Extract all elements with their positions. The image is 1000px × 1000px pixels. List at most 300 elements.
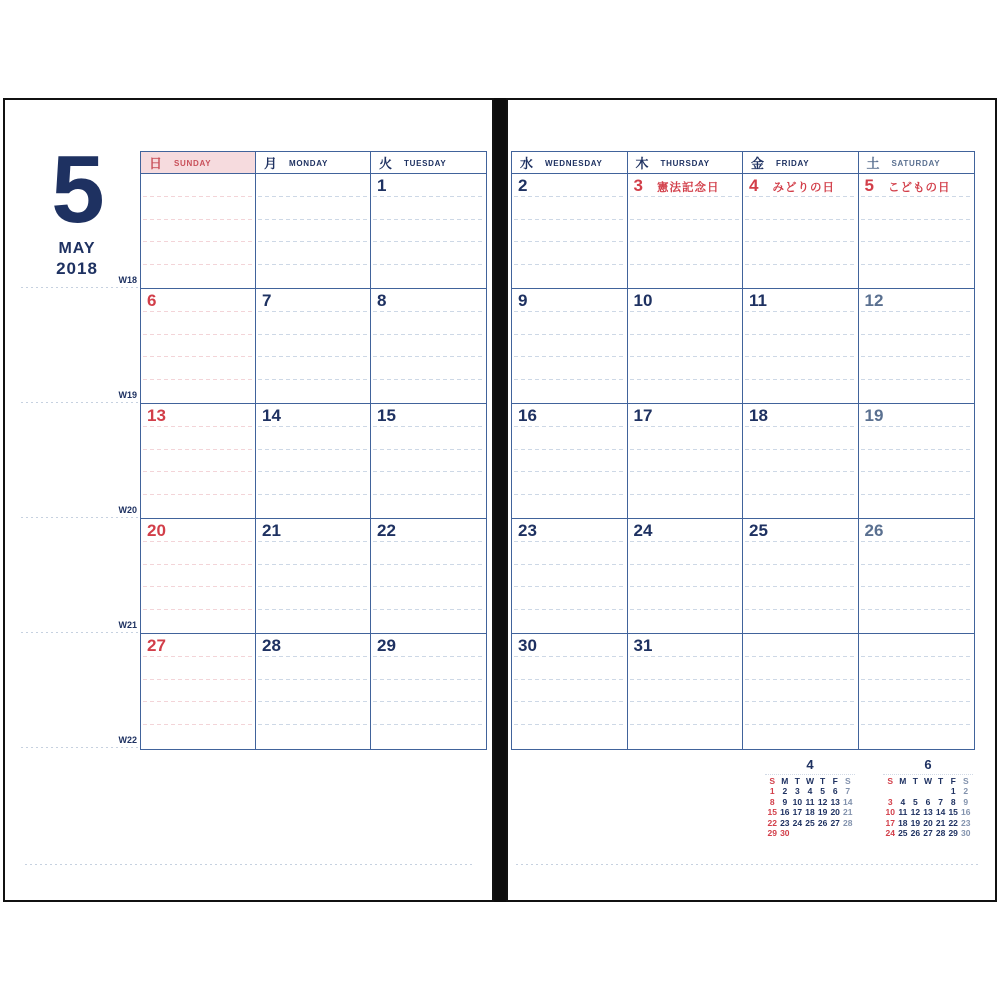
calendar-cell	[628, 519, 744, 634]
date-line	[743, 174, 858, 196]
ruled-line	[258, 609, 368, 610]
mini-date: 17	[792, 807, 803, 818]
ruled-line	[630, 449, 741, 450]
date-number: 13	[147, 406, 166, 425]
date-line	[859, 404, 975, 426]
ruled-line	[373, 356, 484, 357]
ruled-line	[143, 586, 253, 587]
mini-date: 28	[935, 827, 946, 838]
day-english: MONDAY	[289, 158, 329, 168]
ruled-line	[258, 724, 368, 725]
date-line	[859, 289, 975, 311]
ruled-line	[373, 426, 484, 427]
mini-calendar-title: 4	[765, 758, 855, 775]
mini-date: 21	[843, 807, 853, 818]
ruled-line	[630, 196, 741, 197]
calendar-cell	[371, 174, 486, 289]
week-margin-line	[21, 632, 140, 633]
date-number: 6	[147, 291, 157, 310]
mini-calendar	[883, 758, 973, 838]
ruled-line	[514, 656, 625, 657]
ruled-line	[258, 449, 368, 450]
mini-date: 1	[950, 786, 956, 797]
week-margin-line	[21, 287, 140, 288]
ruled-line	[861, 679, 973, 680]
mini-day-letter: W	[805, 776, 815, 786]
ruled-line	[258, 471, 368, 472]
ruled-line	[745, 679, 856, 680]
ruled-line	[861, 379, 973, 380]
ruled-line	[143, 449, 253, 450]
calendar-cell	[628, 174, 744, 289]
ruled-line	[745, 449, 856, 450]
date-line	[256, 289, 370, 311]
month-name: MAY	[58, 240, 96, 257]
calendar-cell	[141, 519, 256, 634]
day-header-wednesday	[512, 152, 628, 173]
date-number: 17	[633, 406, 653, 425]
mini-calendar-title: 6	[883, 758, 973, 775]
calendar-cell	[256, 289, 371, 404]
mini-day-letter: T	[937, 776, 944, 786]
ruled-line	[143, 379, 253, 380]
date-line	[512, 289, 627, 311]
ruled-line	[861, 356, 973, 357]
date-line	[628, 404, 743, 426]
mini-date	[897, 786, 910, 796]
mini-calendar-grid	[765, 776, 855, 838]
date-line	[743, 519, 858, 541]
ruled-line	[373, 264, 484, 265]
week-row	[512, 634, 974, 749]
ruled-line	[745, 701, 856, 702]
date-number: 24	[633, 521, 653, 540]
ruled-line	[258, 334, 368, 335]
holiday-label: みどりの日	[772, 182, 835, 194]
week-margin-line	[21, 747, 140, 748]
date-number: 27	[147, 636, 166, 655]
ruled-line	[861, 264, 973, 265]
ruled-line	[373, 656, 484, 657]
mini-date: 24	[885, 827, 895, 838]
calendar-cell	[512, 634, 628, 749]
calendar-grid-right	[511, 151, 975, 750]
ruled-line	[143, 564, 253, 565]
ruled-line	[373, 196, 484, 197]
ruled-line	[514, 426, 625, 427]
calendar-cell	[859, 634, 975, 749]
ruled-line	[143, 471, 253, 472]
ruled-line	[745, 426, 856, 427]
ruled-line	[373, 219, 484, 220]
date-number: 3	[633, 176, 643, 195]
ruled-line	[630, 426, 741, 427]
day-english: TUESDAY	[404, 158, 447, 168]
ruled-line	[143, 334, 253, 335]
ruled-line	[514, 334, 625, 335]
date-line	[859, 174, 975, 196]
mini-date: 13	[830, 796, 840, 807]
date-line	[141, 519, 255, 541]
calendar-cell	[371, 289, 486, 404]
calendar-cell	[628, 634, 744, 749]
date-number: 4	[749, 176, 759, 195]
mini-date	[829, 828, 842, 838]
ruled-line	[745, 264, 856, 265]
date-number: 12	[864, 291, 884, 310]
calendar-cell	[743, 634, 859, 749]
date-line	[256, 404, 370, 426]
ruled-line	[514, 494, 625, 495]
mini-calendar-grid	[883, 776, 973, 838]
ruled-line	[630, 586, 741, 587]
calendar-grid-left	[140, 151, 487, 750]
ruled-line	[745, 564, 856, 565]
calendar-cell	[743, 404, 859, 519]
mini-date: 25	[898, 827, 908, 838]
ruled-line	[258, 241, 368, 242]
week-row	[141, 174, 486, 289]
date-number: 26	[864, 521, 884, 540]
calendar-cell	[371, 404, 486, 519]
date-number: 19	[864, 406, 884, 425]
date-number: 23	[518, 521, 537, 540]
date-line	[512, 634, 627, 656]
mini-date: 19	[817, 807, 828, 818]
ruled-line	[514, 541, 625, 542]
date-number: 29	[377, 636, 396, 655]
ruled-line	[745, 241, 856, 242]
ruled-line	[373, 701, 484, 702]
mini-date: 1	[769, 786, 775, 797]
ruled-line	[630, 701, 741, 702]
ruled-line	[258, 356, 368, 357]
ruled-line	[861, 609, 973, 610]
mini-date: 13	[923, 807, 933, 818]
ruled-line	[861, 219, 973, 220]
ruled-line	[861, 701, 973, 702]
mini-date: 16	[961, 807, 971, 818]
calendar-cell	[743, 289, 859, 404]
calendar-cell	[743, 174, 859, 289]
ruled-line	[258, 541, 368, 542]
day-header-row	[141, 152, 486, 174]
calendar-cell	[743, 519, 859, 634]
mini-date: 12	[910, 807, 921, 818]
ruled-line	[143, 724, 253, 725]
ruled-line	[630, 334, 741, 335]
date-number: 16	[518, 406, 537, 425]
mini-date: 8	[769, 796, 775, 807]
date-number: 1	[377, 176, 387, 195]
month-year: 2018	[56, 259, 98, 278]
date-number: 5	[864, 176, 874, 195]
ruled-line	[630, 379, 741, 380]
day-kanji: 月	[264, 156, 278, 171]
ruled-line	[514, 701, 625, 702]
ruled-line	[143, 241, 253, 242]
date-line	[743, 289, 858, 311]
ruled-line	[861, 471, 973, 472]
ruled-line	[514, 264, 625, 265]
ruled-line	[861, 541, 973, 542]
ruled-line	[745, 356, 856, 357]
mini-date: 4	[807, 786, 813, 797]
ruled-line	[745, 724, 856, 725]
ruled-line	[861, 494, 973, 495]
ruled-line	[630, 219, 741, 220]
day-header-friday	[743, 152, 859, 173]
calendar-cell	[512, 519, 628, 634]
ruled-line	[861, 564, 973, 565]
day-kanji: 水	[520, 156, 534, 171]
week-number-label: W18	[118, 275, 137, 285]
ruled-line	[745, 609, 856, 610]
date-number: 20	[147, 521, 166, 540]
mini-date: 30	[961, 827, 971, 838]
mini-date: 3	[887, 796, 893, 807]
ruled-line	[258, 379, 368, 380]
mini-date: 6	[832, 786, 838, 797]
date-number: 2	[518, 176, 528, 195]
mini-date: 29	[948, 827, 958, 838]
ruled-line	[373, 724, 484, 725]
date-line	[371, 519, 486, 541]
day-english: SATURDAY	[891, 158, 941, 168]
date-line	[628, 289, 743, 311]
date-number: 15	[377, 406, 396, 425]
mini-day-letter: W	[923, 776, 933, 786]
ruled-line	[861, 449, 973, 450]
ruled-line	[630, 656, 741, 657]
ruled-line	[373, 471, 484, 472]
calendar-cell	[859, 289, 975, 404]
ruled-line	[745, 219, 856, 220]
date-line	[256, 519, 370, 541]
mini-date	[934, 786, 947, 796]
ruled-line	[373, 564, 484, 565]
date-number: 10	[633, 291, 653, 310]
ruled-line	[258, 586, 368, 587]
week-row	[512, 519, 974, 634]
ruled-line	[258, 701, 368, 702]
mini-date	[909, 786, 922, 796]
week-row	[512, 174, 974, 289]
ruled-line	[630, 264, 741, 265]
week-margin-line	[21, 517, 140, 518]
mini-date: 25	[805, 817, 815, 828]
ruled-line	[258, 656, 368, 657]
ruled-line	[630, 609, 741, 610]
ruled-line	[630, 311, 741, 312]
mini-date: 15	[948, 807, 958, 818]
date-line	[141, 634, 255, 656]
mini-date: 18	[898, 817, 908, 828]
ruled-line	[143, 656, 253, 657]
calendar-cell	[256, 404, 371, 519]
ruled-line	[745, 541, 856, 542]
mini-date: 14	[935, 807, 946, 818]
ruled-line	[861, 656, 973, 657]
mini-date: 20	[830, 807, 840, 818]
date-line	[141, 404, 255, 426]
calendar-cell	[141, 634, 256, 749]
ruled-line	[514, 586, 625, 587]
mini-day-letter: S	[844, 776, 851, 786]
calendar-cell	[859, 174, 975, 289]
right-page	[506, 98, 997, 902]
mini-date: 10	[792, 796, 803, 807]
day-kanji: 木	[635, 156, 649, 171]
calendar-cell	[859, 519, 975, 634]
date-number: 28	[262, 636, 281, 655]
bottom-margin-line	[516, 864, 978, 865]
mini-date	[816, 828, 829, 838]
day-english: THURSDAY	[660, 158, 710, 168]
mini-calendar	[765, 758, 855, 838]
mini-day-letter: S	[962, 776, 969, 786]
mini-date	[884, 786, 897, 796]
left-page	[3, 98, 494, 902]
mini-date: 9	[963, 796, 969, 807]
mini-date: 2	[963, 786, 969, 797]
calendar-cell	[512, 404, 628, 519]
mini-date: 15	[767, 807, 777, 818]
week-number-label: W20	[118, 505, 137, 515]
ruled-line	[373, 379, 484, 380]
holiday-label: こどもの日	[887, 182, 951, 194]
ruled-line	[861, 724, 973, 725]
mini-date: 3	[795, 786, 800, 797]
ruled-line	[258, 426, 368, 427]
mini-date: 4	[900, 796, 906, 807]
ruled-line	[258, 494, 368, 495]
day-header-saturday	[859, 152, 975, 173]
date-number: 30	[518, 636, 537, 655]
week-number-label: W21	[118, 620, 137, 630]
mini-date: 10	[885, 807, 895, 818]
week-margin-line	[21, 402, 140, 403]
ruled-line	[373, 494, 484, 495]
day-header-sunday	[141, 152, 256, 173]
calendar-cell	[141, 289, 256, 404]
ruled-line	[373, 449, 484, 450]
mini-day-letter: F	[950, 776, 956, 786]
mini-date: 29	[767, 827, 777, 838]
mini-date	[791, 828, 804, 838]
date-line	[512, 404, 627, 426]
mini-day-letter: S	[769, 776, 776, 786]
ruled-line	[373, 241, 484, 242]
ruled-line	[373, 586, 484, 587]
mini-date: 21	[935, 817, 946, 828]
mini-date: 27	[923, 827, 933, 838]
ruled-line	[630, 564, 741, 565]
mini-date	[841, 828, 854, 838]
date-line	[371, 174, 486, 196]
mini-date: 23	[961, 817, 971, 828]
ruled-line	[373, 334, 484, 335]
ruled-line	[143, 264, 253, 265]
day-english: FRIDAY	[776, 158, 810, 168]
mini-date: 22	[948, 817, 958, 828]
day-english: SUNDAY	[174, 158, 212, 168]
ruled-line	[373, 541, 484, 542]
mini-day-letter: T	[912, 776, 918, 786]
ruled-line	[861, 334, 973, 335]
ruled-line	[861, 196, 973, 197]
ruled-line	[745, 311, 856, 312]
mini-date: 24	[792, 817, 803, 828]
ruled-line	[745, 471, 856, 472]
week-row	[141, 289, 486, 404]
day-header-tuesday	[371, 152, 486, 173]
mini-date: 22	[767, 817, 777, 828]
week-row	[512, 289, 974, 404]
calendar-cell	[141, 404, 256, 519]
day-kanji: 火	[379, 156, 393, 171]
holiday-label: 憲法記念日	[656, 182, 720, 194]
mini-date: 20	[923, 817, 933, 828]
calendar-cell	[256, 634, 371, 749]
ruled-line	[630, 356, 741, 357]
ruled-line	[143, 311, 253, 312]
date-line	[512, 174, 627, 196]
mini-date: 5	[820, 786, 825, 797]
mini-date	[804, 828, 817, 838]
calendar-cell	[371, 634, 486, 749]
calendar-cell	[371, 519, 486, 634]
mini-date: 8	[950, 796, 956, 807]
mini-date	[922, 786, 935, 796]
ruled-line	[514, 379, 625, 380]
ruled-line	[143, 196, 253, 197]
bottom-margin-line	[25, 864, 475, 865]
calendar-cell	[512, 174, 628, 289]
ruled-line	[514, 564, 625, 565]
ruled-line	[514, 724, 625, 725]
ruled-line	[514, 311, 625, 312]
ruled-line	[745, 494, 856, 495]
day-header-thursday	[628, 152, 744, 173]
ruled-line	[630, 494, 741, 495]
day-kanji: 日	[149, 156, 163, 171]
date-line	[628, 174, 743, 196]
day-header-monday	[256, 152, 371, 173]
mini-date: 5	[913, 796, 918, 807]
mini-date: 14	[843, 796, 853, 807]
ruled-line	[143, 679, 253, 680]
week-number-label: W19	[118, 390, 137, 400]
calendar-cell	[628, 404, 744, 519]
ruled-line	[258, 564, 368, 565]
mini-date: 16	[780, 807, 790, 818]
date-line	[743, 404, 858, 426]
mini-date: 12	[817, 796, 828, 807]
mini-date: 18	[805, 807, 815, 818]
ruled-line	[258, 219, 368, 220]
date-line	[256, 634, 370, 656]
ruled-line	[258, 311, 368, 312]
date-line	[628, 519, 743, 541]
ruled-line	[630, 541, 741, 542]
mini-date: 11	[898, 807, 908, 818]
ruled-line	[861, 311, 973, 312]
mini-date: 11	[805, 796, 815, 807]
ruled-line	[143, 541, 253, 542]
date-number: 22	[377, 521, 396, 540]
mini-day-letter: T	[794, 776, 800, 786]
